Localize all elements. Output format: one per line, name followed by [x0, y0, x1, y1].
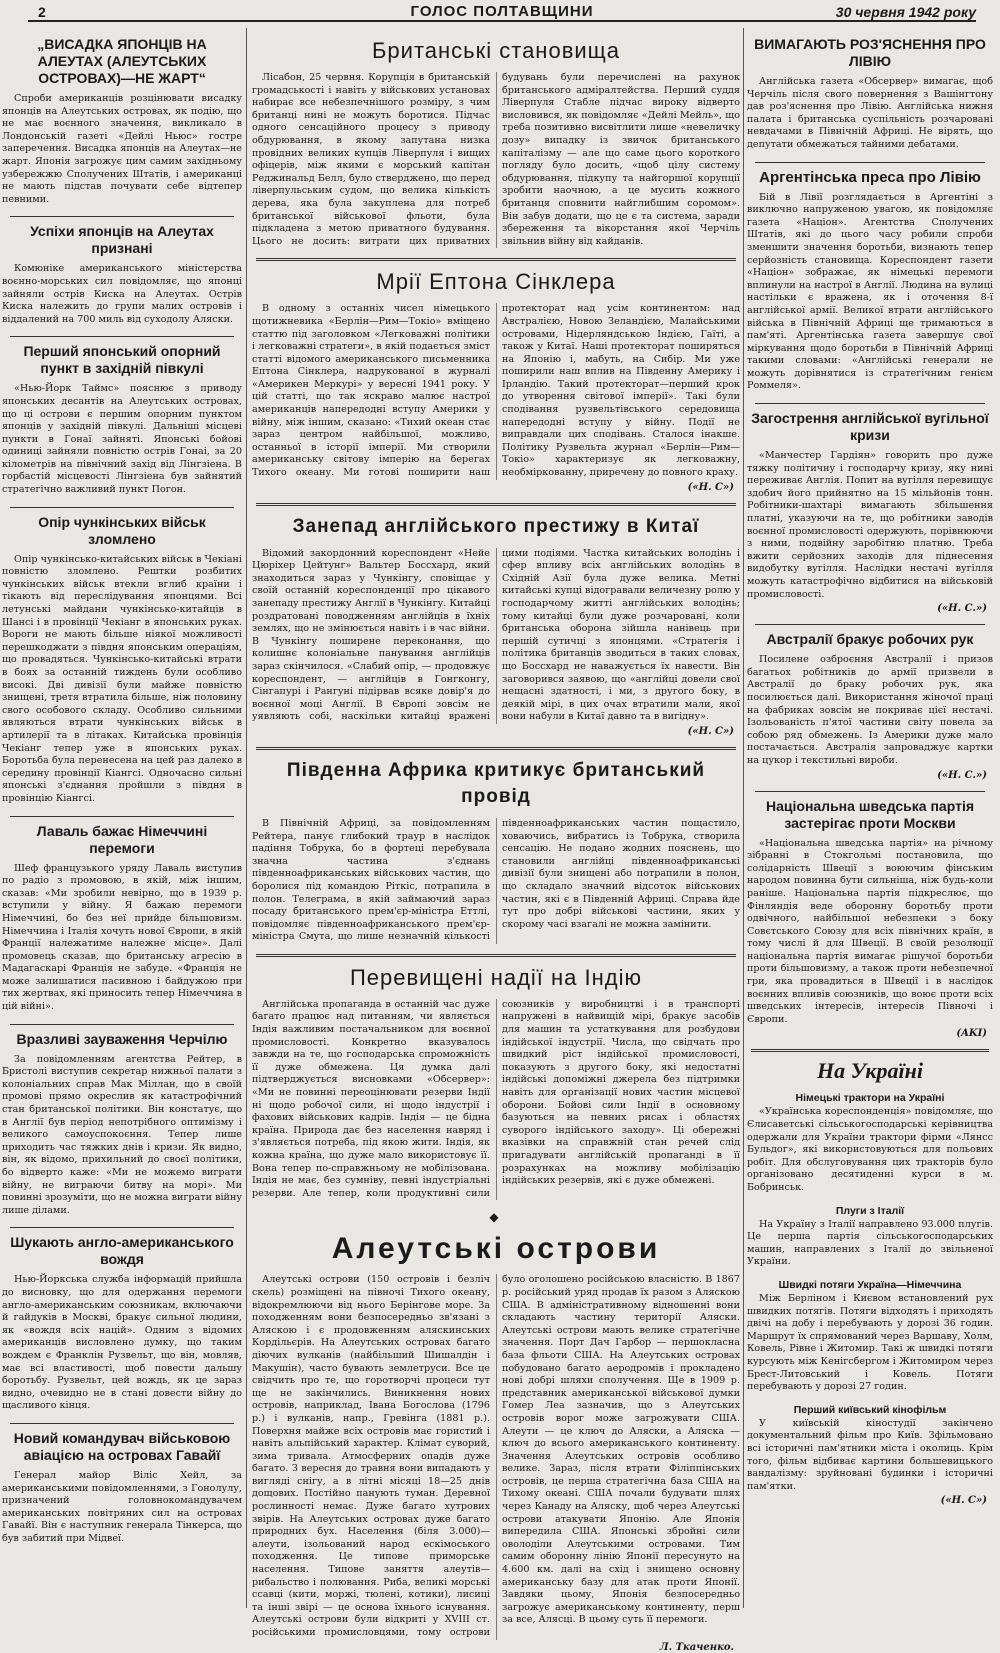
news-body: На Україну з Італії направлено 93.000 плугів. Це перша партія сільськогосподарських машин, направлених з Італії до звільненої України. [747, 1218, 993, 1268]
article [2, 823, 242, 1014]
divider [10, 216, 234, 217]
article-title: Новий командувач військовою авіацією на островах Гавайї [13, 1429, 231, 1463]
article-signature: («Н. С») [687, 481, 734, 493]
divider [10, 1227, 234, 1228]
article-title: Перший японський опорний пункт в західній півкулі [23, 343, 221, 377]
article-title: Опір чункінських військ зломлено [38, 513, 206, 547]
article-title: Національна шведська партія застерігає проти Москви [766, 797, 974, 831]
article [252, 965, 740, 1201]
right-column [747, 30, 993, 1610]
article-signature: («Н. С.») [937, 769, 987, 781]
divider [755, 162, 985, 163]
divider [10, 816, 234, 817]
news-body: «Українська кореспонденція» повідомляє, що Єлисаветські сільськогосподарські керівництва одержали для України трактори фірми «Лянсс Бульдог», які використовуються для польових робіт. Для обслуговування цих тракторів було організовано десятиденні курси в м. Бобринськ. [747, 1106, 993, 1193]
article [2, 1234, 242, 1413]
article-body: За повідомленням агентства Рейтер, в Бристолі виступив секретар нижньої палати з колоніальних справ Мак Міллан, що в своїй промові прямо окреслив як катастрофічний стан британської політики. Він констатує, що в Англії був період непотрібного оптимізму і великого самоуспокоєння. Тепер лише приходить час тяжких днів і кризи. Як видно, він, як відомо, прихильний до своєї політики, бо відверто каже: «Ми не можемо виграти війну, не виграючи битву на морі». Ми повинні зрозуміти, що не можна виграти війну лише ділами. [2, 1053, 242, 1216]
article-body: Відомий закордонний кореспондент «Нейе Цюріхер Цейтунг» Вальтер Боссхард, який знаходиться зараз у Чункінгу, сповіщає у своїй останній кореспонденції про цікавого занепаду престижу Англії в Чункінгу. Китайці роздратовані поводженням англійців в їхніх землях, що не змінюється навіть і в час війни. В Чункінгу поширене переконання, що колишнє колоніальне панування англійців зараз скінчилося. «Слабий опір, — продовжує кореспондент, — англійців в Гонгконгу, Сінгапурі і Рангуні підірвав всяке довір'я до воєнної моці Англії. В Європі зовсім не уявляють собі, наскільки китайці вражені цими подіями. Частка китайських володінь і сфер впливу всіх англійських володінь в Східній Азії була дуже велика. Метні китайські купці відогравали величезну ролю у господарчому житті англійських володінь; тому китайці були дуже розчаровані, коли британська оборона зійшла нанівець при першій сутичці з японцями. «Стратегія і політика британців зводиться в таких словах, що Боссхард не наважується їх навести. Він заговорився заявою, що «англійці довели свої нещасні здатності, і ми, з другого боку, в деякій мірі, в цих очах втратили мали, якої вони набули в Китаї давно та в вигідну». [252, 547, 740, 723]
article [252, 758, 740, 944]
article-body: Англійська газета «Обсервер» вимагає, щоб Черчіль після свого повернення з Вашінгтону дав роз'яснення про Лівію. Англійська нижня палата і британська суспільність розчаровані невдачами в Північній Африці. Не вірять, що депутати обмежаться тайними дебатами. [747, 76, 993, 150]
article-title: Загострення англійської вугільної кризи [751, 410, 989, 444]
article-signature: («Н. С») [940, 1495, 987, 1507]
news-title: Німецькі трактори на Україні [795, 1092, 945, 1105]
divider [10, 1423, 234, 1424]
article-title: Алеутські острови [331, 1232, 661, 1266]
article [2, 36, 242, 206]
article-body: Посилене озброєння Австралії і призов багатьох робітників до армії призвели в Австралії до браку робочих рук, яка посилюється далі. Використання жіночої праці на фабриках зовсім не покриває цієї нестачі. Ізольованість п'ятої частини світу повела за собою ряд обмежень. Із Америки дуже мало постачається. Австралія запроваджує картки на цукор і текстильні вироби. [747, 654, 993, 766]
divider [10, 336, 234, 337]
article [747, 631, 993, 780]
column-rule [246, 28, 247, 1608]
article-body: Комюніке американського міністерства воєнно-морських сил повідомляє, що японці зайняли острів Киска на Алеутах. Острів Киска належить до групи малих островів і віддалений на 700 миль від суходолу Аляски. [2, 263, 242, 325]
ornament-divider: ◆ [489, 1210, 503, 1225]
divider [755, 624, 985, 625]
article-body: Нью-Йоркська служба інформацій прийшла до висновку, що для одержання перемоги англо-американським союзникам, включаючи й гайдуків в Москві, бракує сильної людини, як «вождя всіх націй». Одним з відомих американців висловлено думку, що таким вождем є Франклін Рузвельт, що він, мовляв, має всі властивості, щоб повести дальшу боротьбу. Рузвельт, цей вождь, як це зараз видно, очевидно не в стані довести війну до щасливого кінця. [2, 1274, 242, 1412]
article [2, 1430, 242, 1546]
divider [256, 503, 736, 506]
newspaper-title: ГОЛОС ПОЛТАВЩИНИ [410, 3, 594, 20]
section-header: На Україні [817, 1058, 923, 1084]
article-title: Мрії Ептона Сінклера [376, 269, 616, 295]
divider [10, 507, 234, 508]
article-signature: («Н. С.») [937, 603, 987, 615]
left-column [2, 30, 242, 1610]
article [2, 514, 242, 806]
news-body: У київській кіностудії закінчено документальний фільм про Київ. Зфільмовано всі історичні пам'ятники міста і околиць. Крім того, фільм відбиває картини большевицького вандалізму: зруйновані будинки і історичні пам'ятки. [747, 1417, 993, 1492]
article-title: ВИМАГАЮТЬ РОЗ'ЯСНЕННЯ ПРО ЛІВІЮ [754, 36, 986, 69]
article-body: Бій в Лівії розглядається в Аргентіні з виключно напруженою увагою, як повідомляє газета «Націон». Агентства Сполучених Штатів, які до цього часу робили спроби зменшити значення боротьби, визнають тепер серйозність становища. Кореспондент газети «Націон» зображає, як німецькі перемоги вплинули на настрої в Англії. Людина на вулиці настільки є вражена, як і оточення 8-ї англійської армії. Великої втрати англійського війська в Північній Африці ще тримаються в пам'яті. Аргентінська газета завершує свої міркування щодо боротьби в Північній Африці такими словами: «Англійські генерали не можуть дорівнятися із стратегічним генієм Роммеля». [747, 191, 993, 392]
article-body: «Манчестер Гардіян» говорить про дуже тяжку політичну і господарчу кризу, яку нині переживає Англія. Попит на вугілля перевищує здобич його прийнятно на 15 мільйонів тонн. Робітники-шахтарі вимагають збільшення платні, указуючи на те, що робітники заводів воєнної промисловості одержують, порівнюючи з ними, подвійну заробітню платню. Треба вжити серйозних заходів для піднесення видобутку вугілля. Наслідки нестачі вугілля можуть катастрофічно відбитися на військовій промисловості. [747, 450, 993, 600]
news-title: Плуги з Італії [835, 1204, 905, 1217]
article-title: Шукають англо-американського вождя [10, 1234, 234, 1268]
article-title: Аргентінська преса про Лівію [759, 168, 981, 186]
divider [755, 403, 985, 404]
masthead [28, 2, 976, 22]
news-title: Перший київський кінофільм [793, 1403, 947, 1416]
issue-date: 30 червня 1942 року [835, 4, 976, 20]
news-item [747, 1404, 993, 1507]
divider [755, 791, 985, 792]
news-item [747, 1205, 993, 1269]
article-title: Британські становища [371, 38, 621, 63]
center-columns [252, 30, 740, 1653]
article-title: Вразливі зауваження Черчілю [16, 1030, 228, 1047]
column-rule [743, 28, 744, 1608]
article [2, 1031, 242, 1218]
article-body: Англійська пропаганда в останній час дуже багато працює над питанням, чи являється Індія важливим постачальником для воєнної промисловості. Конкретно вказувалось завжди на те, що господарська спроможність її дуже обмежена. Ця думка далі підтверджується висновками «Обсервер»: «Ми не повинні переоцінювати резерви Індії ні щодо робочої сили, ні щодо індустрії і фахових військових кадрів. Індія — це бідна країна. Природа дає без населення навряд і з'являється потреба, під якою жити. Індія, як кожна країна, що дуже мало використовує її. Вона тепер по-справжньому не мобілізована. Індія не має, без сумніву, певні індустріальні резерви. Але тепер, коли продуктивні сили союзників у виробництві і в транспорті напружені в найвищій мірі, бракує засобів для машин та устаткування для розбудови індійської індустрії. Числа, що свідчать про швидкий ріст індійської промисловості, показують з другого боку, які недостатні індійські допоміжні джерела без підтримки навіть для організації нових частин місцевої оборони. Бойові сили Індії в основному базуються на певних рисах і областях суворого індійського заходу». Ці обережні вказівки на справжній стан речей слід пригадувати англійській пропаганді в її розрахунках на можливу мобілізацію індійських резервів, які є дуже обмежені. [252, 998, 740, 1199]
news-item [747, 1279, 993, 1394]
article [2, 223, 242, 326]
article-body: Генерал майор Віліс Хейл, за американськими повідомленнями, з Гонолулу, призначений головнокомандувачем американських повітряних сил на островах Гавайї. Він є наступник генерала Тінкерса, що був забитий при Мідвеї. [2, 1469, 242, 1544]
news-body: Між Берліном і Києвом встановлений рух швидких потягів. Потяги відходять і приходять двічі на добу і перебувають у дорозі 36 годин. Маршрут їх спрямований через Варшаву, Холм, Ковель, Рівне і Житомир. Такі ж швидкі потяги курсують між Кенігсбергом і Житомиром через Брест-Литовський і Ковель. Потяги перебувають у дорозі 27 годин. [747, 1292, 993, 1393]
article-body: «Нью-Йорк Таймс» пояснює з приводу японських десантів на Алеутських островах, що ці острови є першим опорним пунктом японців у західній півкулі. Дальніші місцеві пункти в Гонаї зайняті. Японські бойові одиниці зайняли повністю острів Гонаі, за 20 кілометрів на північний захід від Лінгзіена. В горбастій місцевості Лінгзіена був зайнятий стратегічно важливий пункт Погон. [2, 383, 242, 496]
article-signature: Л. Ткаченко. [659, 1641, 734, 1653]
divider [256, 747, 736, 750]
article-title: Південна Африка критикує британський провід [286, 759, 706, 807]
article-body: Алеутські острови (150 островів і безліч скель) розміщені на півночі Тихого океану, відокремлюючи від нього Берінгове море. За походженням вони безпосередньо зв'язані з Аляскою і є продовженням аляскинських Кордільєрів. На Алеутських островах багато діючих вулканів (найбільший Шишалдін і Макушін), часто бувають землетруси. Все це свідчить про те, що горотворчі процеси тут ще не закінчились. Виникнення нових островів, наприклад, Івана Богослова (1796 р.) і вулканів, напр., Гревінга (1881 р.). Поверхня майже всіх островів має гористий і навіть альпійський характер. Клімат суворий, зима тривала. Атмосферних опадів дуже багато. З вересня до травня вони випадають у вигляді снігу, а в літні місяці 18—25 днів дощових. Постійно панують туман. Деревної рослинності немає. Дуже багато хутрових звірів. На Алеутських островах дуже багато природних бух. Населення (біля 3.000)—алеути, ізольований народ ескімоського походження. Це типове приморське населення. Типове заняття алеутів—рибальство і полювання. Риба, великі морські ссавці (кити, моржі, тюлені, котики), лисиці та інші звірі — це основа їхнього існування. Алеутські острови були відкриті у XVIII ст. російськими промисловцями, тому острови було оголошено російською власністю. В 1867 р. російський уряд продав їх разом з Аляскою США. В адміністративному відношенні вони складають частину території Аляски. Алеутські острови мають велике стратегічне значення. Порт Дач Гарбор — першокласна база фльоти США. На Алеутських островах побудовано багато аеродромів і прокладено нові добрі шляхи сполучення. Ще в 1909 р. представник американської військової думки Гомер Леа зазначив, що з Алеутських островів ворог може загрожувати США. Алеути — це ключ до Аляски, а Аляска — ключ до всього американського континенту. Значення Алеутських островів особливо велике. Зараз, після втрати Філіппінських островів, це перша стратегічна база США на Тихому океані. США почали будувати шлях через Канаду на Аляску, щоб через Алеутські острови атакувати Японію. Але Японія випередила США. Японські збройні сили оволоділи Алеутськими островами. Тим самим оборонну лінію Японії пересунуто на 4.600 км. далі на схід і знищено основну американську базу для атак проти Японії. Завдяки цьому, Японія безпосередньо загрожує американському континенту, перш за все, Алясці. В цьому суть її перемоги. [252, 1274, 740, 1638]
article-title: „ВИСАДКА ЯПОНЦІВ НА АЛЕУТАХ (АЛЕУТСЬКИХ ОСТРОВАХ)—НЕ ЖАРТ“ [37, 36, 207, 86]
article [252, 514, 740, 737]
article-body: В одному з останніх чисел німецького щотижневика «Берлін—Рим—Токіо» вміщено статтю під заголовком «Легковажні політики і легковажні стратеги», в якій подається зміст статті відомого американського письменника Ептона Сінклера, надрукованої в журналі «Америкен Меркурі» у вересні 1941 року. У цій статті, що так яскраво малює настрої американців напередодні вступу Америки у війну, між іншим, сказано: «Тихий океан стає зараз центром найбільшої, можливо, останньої в історії імперії. Ми створили американську світову імперію на берегах Тихого океану. Ми готові поширити наш протекторат над усім континентом: над Австралією, Новою Зеландією, Малайськими островами, Нідерляндською Індією, Гаїті, а також у Китаї. Наші протекторат поширяться на Японію і, мабуть, на Сибір. Ми уже поширили наш вплив на Південну Америку і Ірландію. Такий протекторат—перший крок до утворення світової імперії». Такі були сподівання рузвельтівського середовища напередодні вступу у війну. Події не виправдали цих сподівань. Сталося інакше. Політику Рузвельта журнал «Берлін—Рим—Токіо» характеризує як легковажну, необміркованну, приречену до повного краху. [252, 303, 740, 479]
article [747, 410, 993, 614]
page-number: 2 [38, 4, 46, 20]
article-body: Опір чункінсько-китайських військ в Чекіані повністю зломлено. Рештки розбитих чункінських військ втекли вглиб країни і тікають від переслідування японцями. Всі летунські майдани чункінсько-китайців в Шансі і в провінції Чекіанг в японських руках. Вороги не мають більше ніякої можливості перешкоджати з півдня японським операціям, що провадяться. Чункінсько-китайські втрати в боях за останній тиждень були особливо високі. Дві дивізії були майже повністю знищені, третя втратила більше, ніж половину свого особового складу. Особливо сильними являються втрати чункінських військ в артилерії та в літаках. Китайська провінція Чекіанг тепер уже в японських руках. Боротьба була перенесена на цей раз далеко в середину провінції Кіангсі. Одночасно сильні японські з'єднання пройшли з півдня в провінцію Кіангсі. [2, 553, 242, 804]
news-title: Швидкі потяги Україна—Німеччина [778, 1278, 962, 1291]
article-title: Лаваль бажає Німеччині перемоги [36, 822, 208, 856]
divider [10, 1024, 234, 1025]
article [747, 169, 993, 394]
article-signature: («Н. С») [687, 725, 734, 737]
article-body: «Національна шведська партія» на річному зібранні в Стокгольмі постановила, що солідарність Швеції з воюючим фінським народом повинна бути сильніша, ніж будь-коли раніше. Національна партія підкреслює, що Фінляндія веде оборонну боротьбу проти одвічного, найбільшої небезпеки з боку Совєтського Союзу для всіх північних країн, в тому числі й для Швеції. В своїй резолюції національна партія вимагає рішучої боротьби проти більшовизму, а також проти небезпечної гри, яка провадиться в Швеції і в наслідок воєнних впливів союзників, що воює проти всіх шведських інтересів, інтересів Півночі і Європи. [747, 837, 993, 1025]
article [252, 1232, 740, 1652]
article-body: Лісабон, 25 червня. Корупція в британській громадськості і навіть у військових установах набирає все небезпечнішого розміру, з чим британці нині не можуть боротися. Підчас одного сенсаційного процесу з приводу обдурювання, в якому запутана низка провідних великих купців Ліверпуля і вищих офіцерів, між якими є морський капітан Реджинальд Белл, було стверджено, що перед ліверпульським судом, що велика кількість дерева, яка була закуплена для потреб британської військової фльоти, була підкладена з метою приватного будування. Цього не досить: витрати цих приватних будувань були перечислені на рахунок британського адміралтейства. Перший суддя Ліверпуля Стабле підчас вироку відверто висловився, як повідомляє «Дейлі Мейль», що треба позитивно висвітлити лише «невеличку дозу» випадку із звичок британського капіталізму — але що саме цього короткого погляду було досить, «щоб цілу систему обдурювання, підкупу та найгоршої корупції зробити наочною, а це мусить кожного британця сповнити найглибшим соромом». Він забув додати, що це є та система, заради збереження та вікорстання якої Черчіль звільнив війну від кайданів. [252, 72, 740, 247]
divider [256, 954, 736, 957]
divider [751, 1049, 989, 1052]
article [747, 798, 993, 1040]
article-title: Австралії бракує робочих рук [766, 631, 974, 648]
divider [256, 258, 736, 261]
article-title: Перевищені надії на Індію [349, 964, 643, 990]
article [747, 36, 993, 152]
article-title: Занепад англійського престижу в Китаї [292, 515, 700, 537]
article [2, 343, 242, 496]
article-body: В Північній Африці, за повідомленням Рейтера, панує глибокий траур в наслідок падіння Тобрука, бо в фортеці перебувала значна частина з'єднань південноафриканських військових частин, що боролися під командою Ріткіс, потрапила в полон. Телеграма, в якій займаючий зараз посаду британського прем'єр-міністра Еттлі, повідомляє південноафриканського прем'єр-міністра Смута, що лише незначній кількості південноафриканських частин пощастило, ховаючись, вибратись із Тобрука, створила сенсацію. Не подано жодних пояснень, що становили англійці південноафриканські дивізії були знищені або потрапили в полон, що складало значний відсоток військових частин, які є в Південній Африці. Справа йде тут про добрі військові частини, яких у скорому часі взагалі не можна замінити. [252, 817, 740, 943]
article-title: Успіхи японців на Алеутах признані [30, 223, 214, 257]
article-signature: (AKI) [956, 1028, 987, 1040]
news-item [747, 1092, 993, 1194]
article [252, 38, 740, 248]
article [252, 269, 740, 492]
article-body: Шеф французького уряду Лаваль виступив по радіо з промовою, в якій, між іншим, сказав: «Ми зробили невірно, що в 1939 р. вступили у війну. Я бажаю перемоги Німеччині, бо без неї прийде більшовизм. Німеччина і Італія хочуть нової Європи, в якій Франції належатиме належне місце». Далі промовець сказав, що британську агресію в Мадагаскарі Франція не забуде. «Франція не може залишатися пасивною і байдужою при тих жертвах, які приносить тепер Німеччина в цій війні». [2, 862, 242, 1013]
article-body: Спроби американців розцінювати висадку японців на Алеутських островах, як подію, що не має воєнного значення, викликало в Лондонській газеті «Дейлі Ньюс» гостре заперечення. Висадка японців на Алеутах—не жарт. Японія загрожує цим самим західньому узбережжю Сполучених Штатів, і американці не мають підстав почувати себе відтепер певними. [2, 93, 242, 205]
